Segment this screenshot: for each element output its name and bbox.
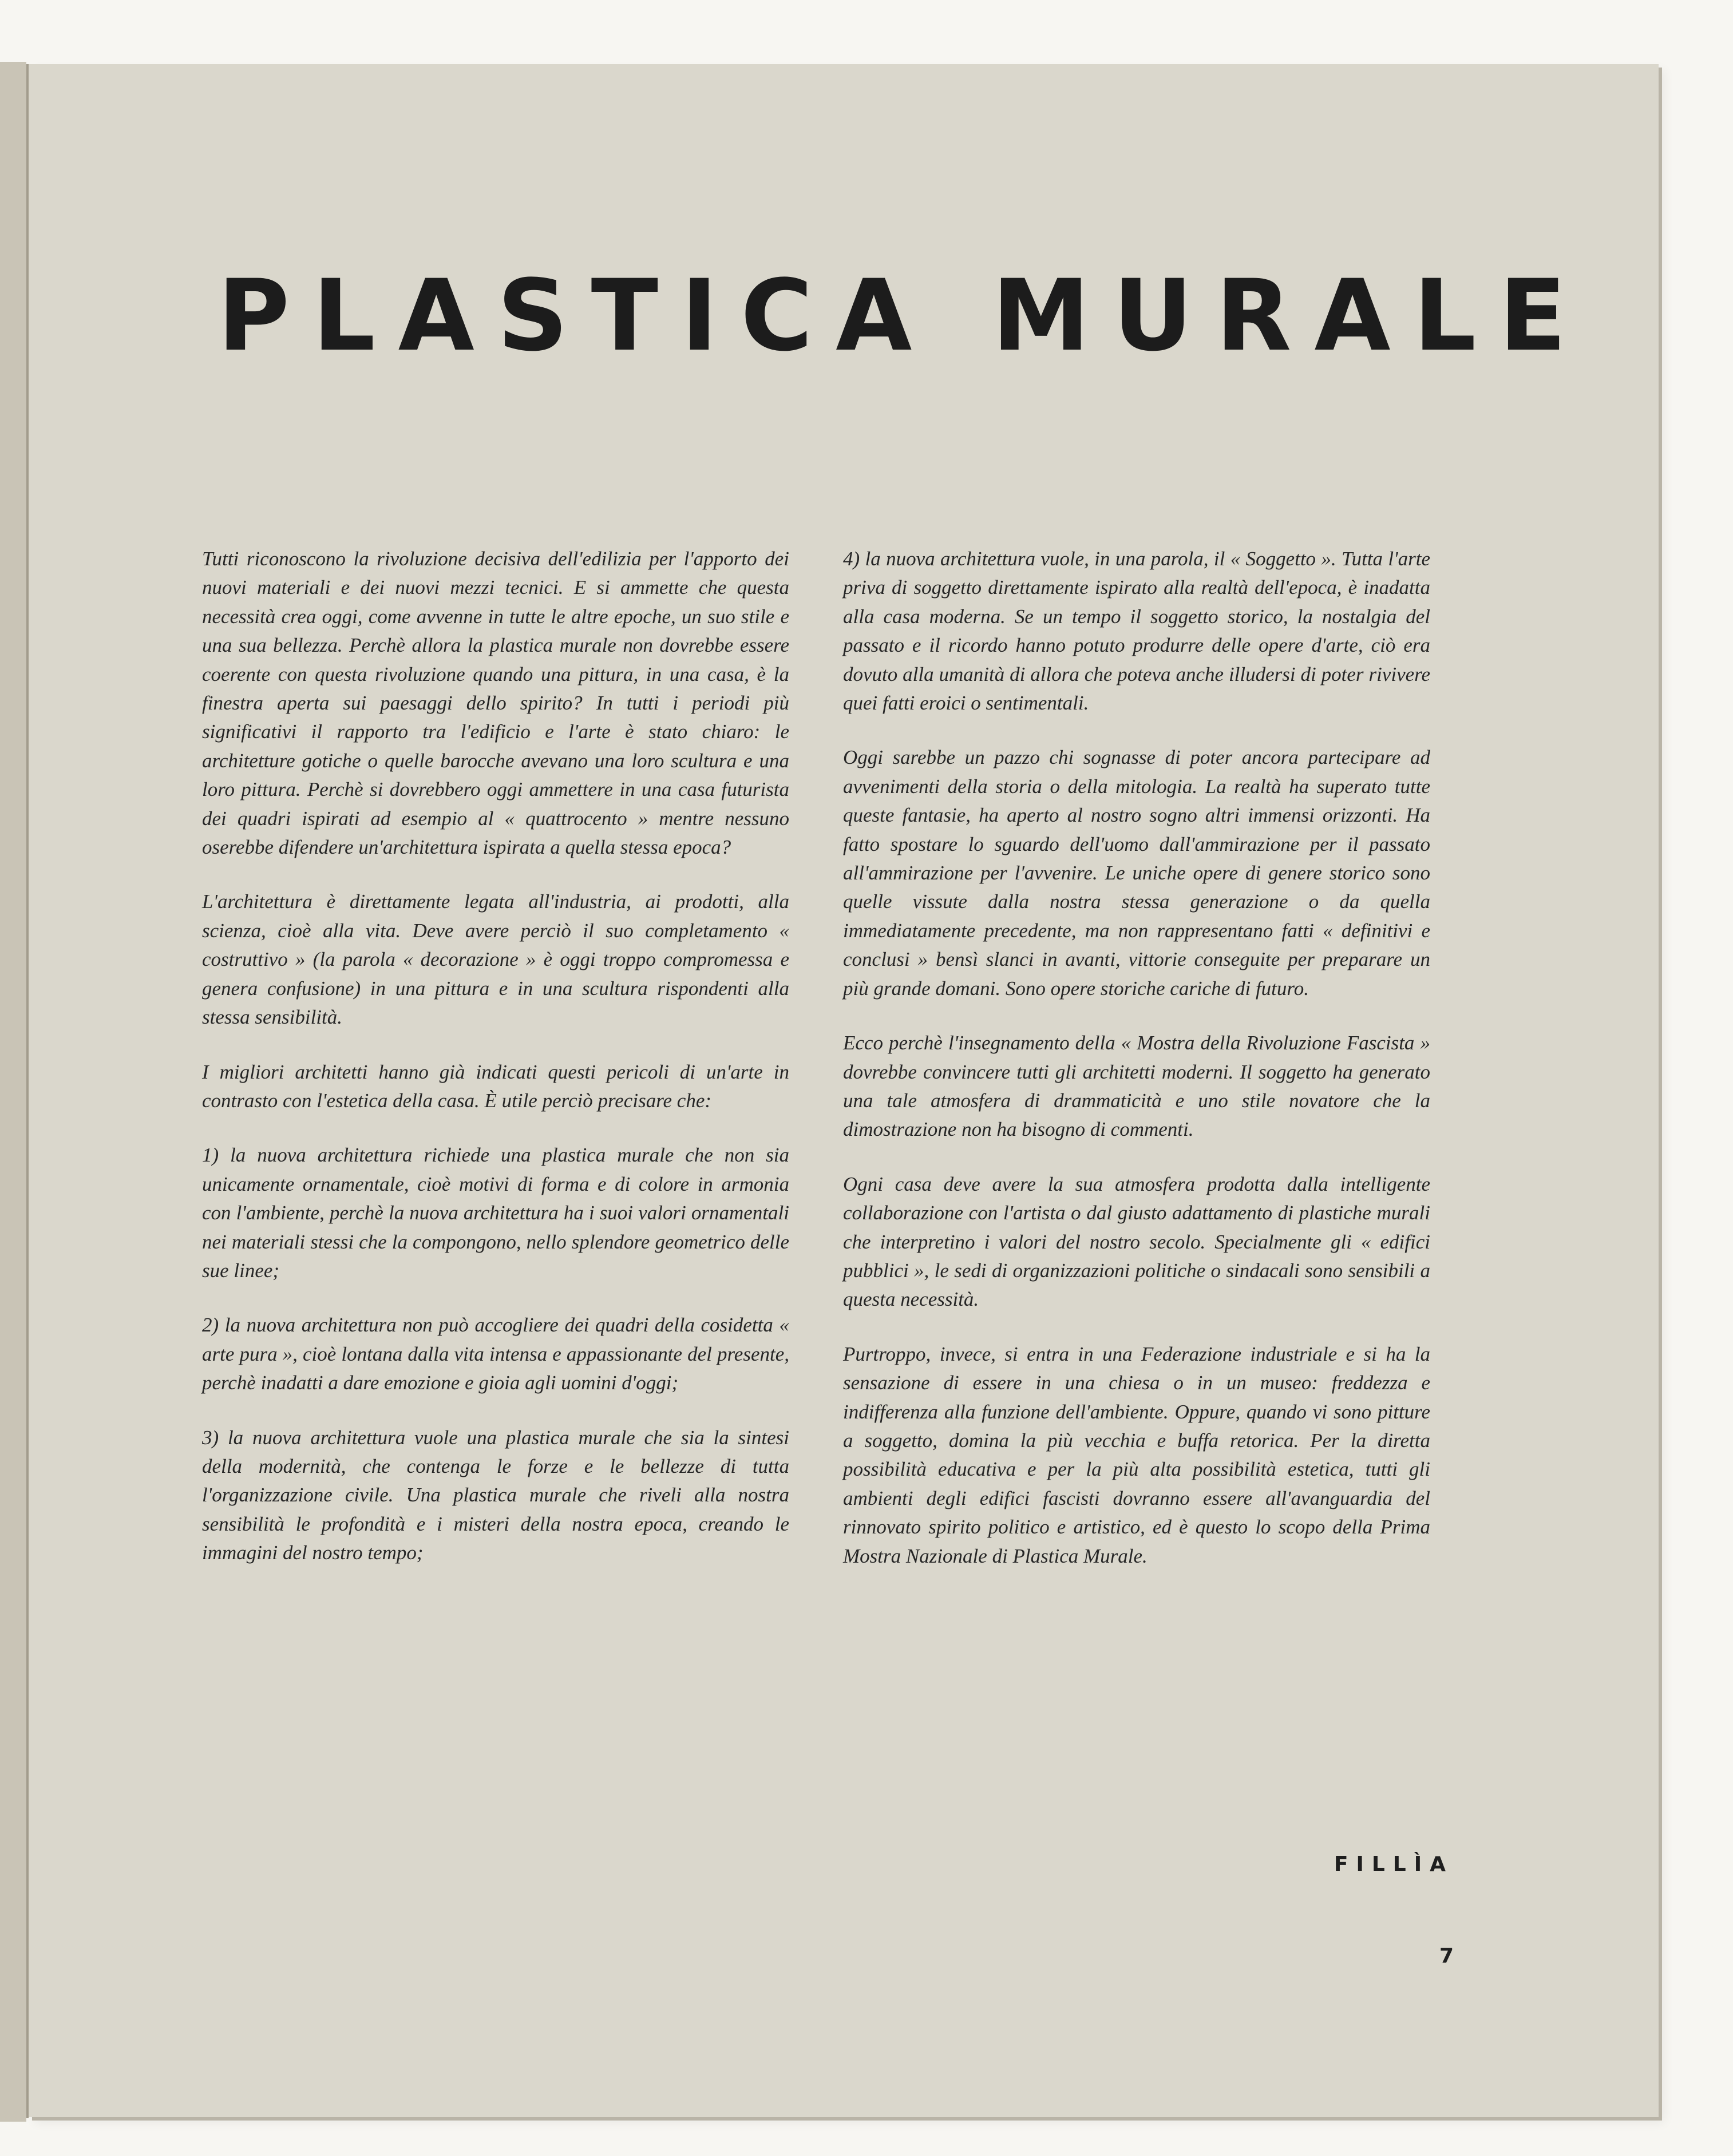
magazine-page bbox=[29, 64, 1659, 2117]
paragraph: Ogni casa deve avere la sua atmosfera prodotta dalla intelligente collaborazione con l'artista o dal giusto adattamento di plastiche murali che interpretino i valori del nostro secolo. Specialmente gli « edifici pubblici », le sedi di organizzazioni politiche o sindacali sono sensibili a questa necessità. bbox=[843, 1172, 1430, 1311]
paragraph: I migliori architetti hanno già indicati questi pericoli di un'arte in contrasto con l'estetica della casa. È utile perciò precisare che: bbox=[202, 1060, 789, 1112]
list-item-2: 2) la nuova architettura non può accogliere dei quadri della cosidetta « arte pura », cioè lontana dalla vita intensa e appassionante del presente, perchè inadatti a dare emozione e gioia agli uomini d'oggi; bbox=[202, 1314, 789, 1394]
list-item-1: 1) la nuova architettura richiede una plastica murale che non sia unicamente ornamentale, cioè motivi di forma e di colore in armonia con l'ambiente, perchè la nuova architettura ha i suoi valori ornamentali nei materiali stessi che la compongono, nello splendore geometrico delle sue linee; bbox=[202, 1144, 789, 1282]
paragraph: Tutti riconoscono la rivoluzione decisiva dell'edilizia per l'apporto dei nuovi materiali e dei nuovi mezzi tecnici. E si ammette che questa necessità crea oggi, come avvenne in tutte le altre epoche, un suo stile e una sua bellezza. Perchè allora la plastica murale non dovrebbe essere coerente con questa rivoluzione quando una pittura, in una casa, è la finestra aperta sui paesaggi dello spirito? In tutti i periodi più significativi il rapporto tra l'edificio e l'arte è stato chiaro: le architetture gotiche o quelle barocche avevano una loro scultura e una loro pittura. Perchè si dovrebbero oggi ammettere in una casa futurista dei quadri ispirati ad esempio al « quattrocento » mentre nessuno oserebbe difendere un'architettura ispirata a quella stessa epoca? bbox=[202, 548, 789, 859]
page-number: 7 bbox=[1439, 1944, 1454, 1968]
author-signature: FILLÌA bbox=[1334, 1853, 1454, 1876]
paragraph: Purtroppo, invece, si entra in una Federazione industriale e si ha la sensazione di essere in una chiesa o in un museo: freddezza e indifferenza alla funzione dell'ambiente. Oppure, quando vi sono pitture a soggetto, domina la più vecchia e buffa retorica. Per la diretta possibilità educativa e per la più alta possibilità estetica, tutti gli ambienti degli edifici fascisti dovranno essere all'avanguardia del rinnovato spirito politico e artistico, ed è questo lo scopo della Prima Mostra Nazionale di Plastica Murale. bbox=[843, 1342, 1430, 1567]
list-item-3: 3) la nuova architettura vuole una plastica murale che sia la sintesi della modernità, che contenga le forze e le bellezze di tutta l'organizzazione civile. Una plastica murale che riveli alla nostra sensibilità le profondità e i misteri della nostra epoca, creando le immagini del nostro tempo; bbox=[202, 1426, 789, 1564]
paragraph: L'architettura è direttamente legata all'industria, ai prodotti, alla scienza, cioè alla vita. Deve avere perciò il suo completamento « costruttivo » (la parola « decorazione » è oggi troppo compromessa e genera confusione) in una pittura e in una scultura rispondenti alla stessa sensibilità. bbox=[202, 890, 789, 1029]
right-text-column bbox=[843, 545, 1430, 1596]
list-item-4: 4) la nuova architettura vuole, in una parola, il « Soggetto ». Tutta l'arte priva di soggetto direttamente ispirato alla realtà dell'epoca, è inadatta alla casa moderna. Se un tempo il soggetto storico, la nostalgia del passato e il ricordo hanno potuto produrre delle opere d'arte, ciò era dovuto alla umanità di allora che poteva anche illudersi di poter rivivere quei fatti eroici o sentimentali. bbox=[843, 548, 1430, 715]
paragraph: Ecco perchè l'insegnamento della « Mostra della Rivoluzione Fascista » dovrebbe convincere tutti gli architetti moderni. Il soggetto ha generato una tale atmosfera di drammaticità e uno stile novatore che la dimostrazione non ha bisogno di commenti. bbox=[843, 1032, 1430, 1141]
article-title: PLASTICA MURALE bbox=[217, 258, 1589, 373]
left-text-column bbox=[202, 545, 789, 1594]
paragraph: Oggi sarebbe un pazzo chi sognasse di poter ancora partecipare ad avvenimenti della storia o della mitologia. La realtà ha superato tutte queste fantasie, ha aperto al nostro sogno altri immensi orizzonti. Ha fatto spostare lo sguardo dell'uomo dall'ammirazione per il passato all'ammirazione per l'avvenire. Le uniche opere di genere storico sono quelle vissute dalla nostra stessa generazione o da quella immediatamente precedente, ma non rappresentano fatti « definitivi e conclusi » bensì slanci in avanti, vittorie conseguite per preparare un più grande domani. Sono opere storiche cariche di futuro. bbox=[843, 746, 1430, 1000]
facing-page-edge bbox=[0, 62, 26, 2122]
